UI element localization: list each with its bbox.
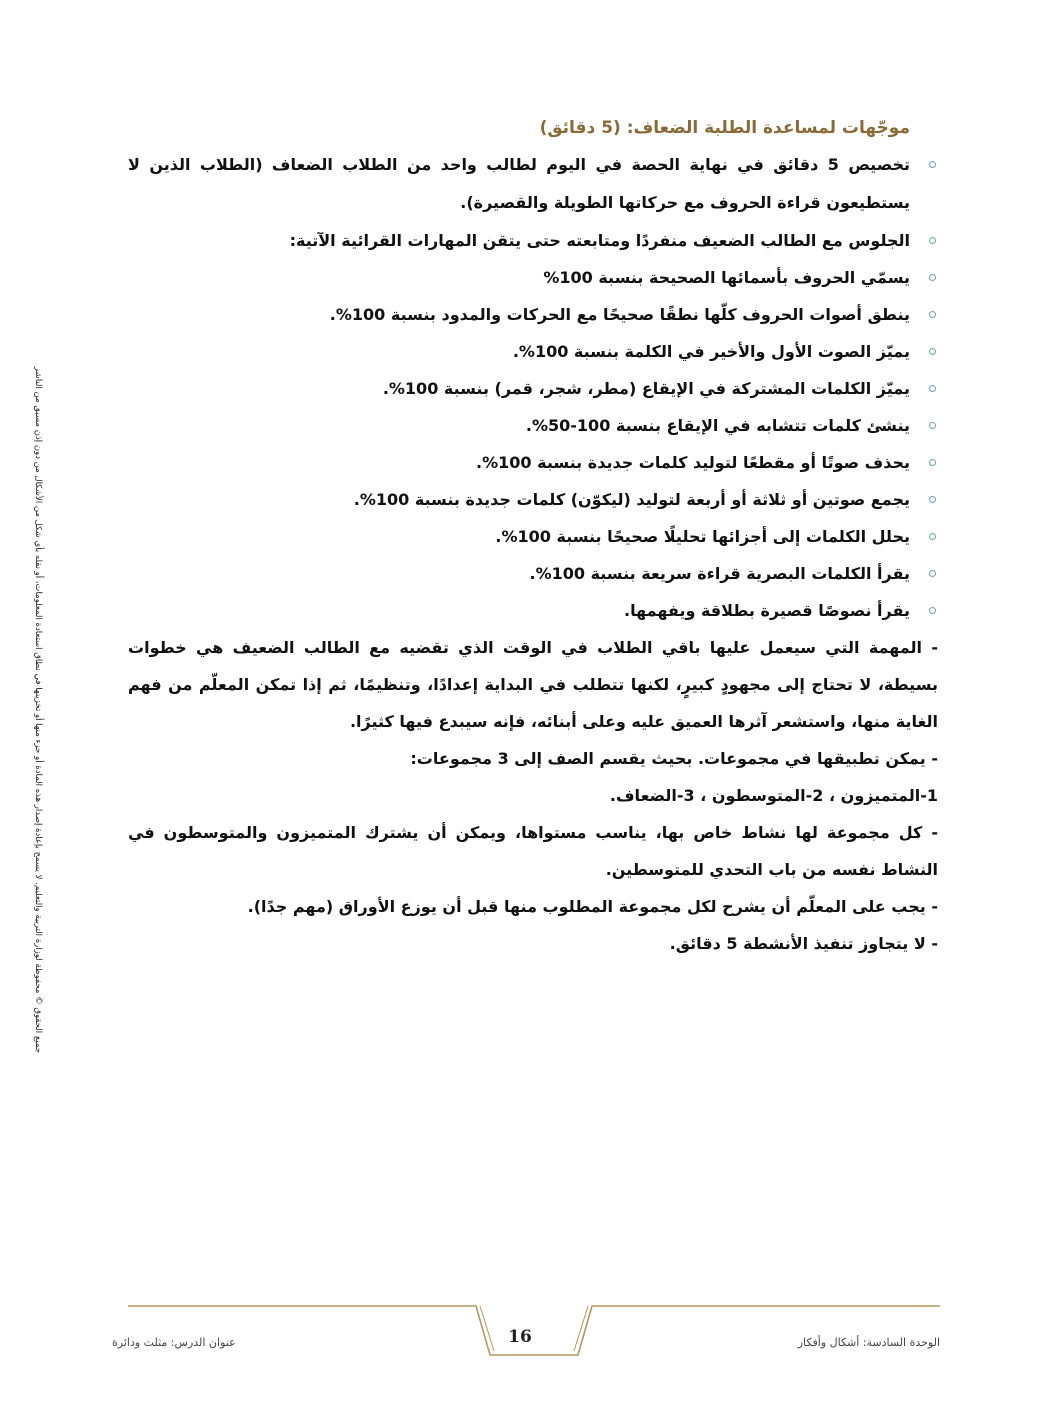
list-item-text: تخصيص 5 دقائق في نهاية الحصة في اليوم لطالب واحد من الطلاب الضعاف (الطلاب الذين لا يستطيعون قراءة الحروف مع حركاتها الطويلة والقصيرة).: [128, 155, 911, 212]
list-item-text: ينطق أصوات الحروف كلّها نطقًا صحيحًا مع الحركات والمدود بنسبة 100%.: [329, 305, 910, 324]
page-number: 16: [508, 1327, 532, 1347]
unit-title: الوحدة السادسة: أشكال وأفكار: [797, 1336, 940, 1349]
list-item: [128, 444, 938, 481]
bullet-icon: [929, 533, 936, 540]
bullet-icon: [929, 607, 936, 614]
list-item-text: يجمع صوتين أو ثلاثة أو أربعة لتوليد (ليكوّن) كلمات جديدة بنسبة 100%.: [353, 490, 910, 509]
list-item: [128, 259, 938, 296]
bullet-icon: [929, 311, 936, 318]
list-item: [128, 222, 938, 259]
list-item-text: يميّز الصوت الأول والأخير في الكلمة بنسبة 100%.: [512, 342, 910, 361]
paragraph-task: - المهمة التي سيعمل عليها باقي الطلاب في الوقت الذي تقضيه مع الطالب الضعيف هي خطوات بسيطة، لا تحتاج إلى مجهودٍ كبيرٍ، لكنها تتطلب في البداية إعدادًا، وتنظيمًا، ثم إذا تمكن المعلّم من فهم الغاية منها، واستشعر آثرها العميق عليه وعلى أبنائه، فإنه سيبدع فيها كثيرًا.: [128, 638, 938, 731]
list-item: [128, 555, 938, 592]
paragraph-teacher-note: - يجب على المعلّم أن يشرح لكل مجموعة المطلوب منها قبل أن يوزع الأوراق (مهم جدًا).: [247, 897, 938, 916]
paragraph-groups: - يمكن تطبيقها في مجموعات. بحيث يقسم الصف إلى 3 مجموعات:: [410, 749, 938, 768]
lesson-title: عنوان الدرس: مثلث ودائرة: [112, 1336, 236, 1349]
paragraph-time-limit: - لا يتجاوز تنفيذ الأنشطة 5 دقائق.: [669, 934, 938, 953]
list-item-text: يقرأ نصوصًا قصيرة بطلاقة ويفهمها.: [623, 601, 910, 620]
paragraph-group-names: 1-المتميزون ، 2-المتوسطون ، 3-الضعاف.: [609, 786, 938, 805]
bullet-icon: [929, 161, 936, 168]
bullet-icon: [929, 422, 936, 429]
bullet-icon: [929, 570, 936, 577]
list-item: [128, 481, 938, 518]
copyright-side-note: [8, 330, 68, 1090]
list-item-text: يقرأ الكلمات البصرية قراءة سريعة بنسبة 100%.: [529, 564, 910, 583]
list-item-text: ينشئ كلمات تتشابه في الإيقاع بنسبة 100-50%.: [525, 416, 910, 435]
bullet-list: [128, 146, 938, 629]
paragraph-activities: - كل مجموعة لها نشاط خاص بها، يناسب مستواها، ويمكن أن يشترك المتميزون والمتوسطون في النشاط نفسه من باب التحدي للمتوسطين.: [128, 823, 938, 879]
list-item: [128, 370, 938, 407]
bullet-icon: [929, 496, 936, 503]
bullet-icon: [929, 348, 936, 355]
list-item: [128, 296, 938, 333]
bullet-icon: [929, 274, 936, 281]
list-item: [128, 592, 938, 629]
list-item-text: يميّز الكلمات المشتركة في الإيقاع (مطر، شجر، قمر) بنسبة 100%.: [382, 379, 910, 398]
list-item: [128, 518, 938, 555]
list-item: [128, 333, 938, 370]
list-item: [128, 146, 938, 222]
copyright-text: جميع الحقوق © محفوظة لوزارة التربية والتعليم. لا يسمح بإعادة إصدار هذه المادة أو جزء منها أو تخزينها في نطاق استعادة المعلومات، أو نقله بأي شكل من الأشكال من دون إذن مسبق من الناشر: [33, 366, 43, 1054]
bullet-icon: [929, 459, 936, 466]
bullet-icon: [929, 385, 936, 392]
list-item-text: يحلل الكلمات إلى أجزائها تحليلًا صحيحًا بنسبة 100%.: [495, 527, 910, 546]
main-content: [128, 118, 938, 962]
list-item-text: يحذف صوتًا أو مقطعًا لتوليد كلمات جديدة بنسبة 100%.: [476, 453, 910, 472]
list-item-text: الجلوس مع الطالب الضعيف منفردًا ومتابعته حتى يتقن المهارات القرائية الآتية:: [289, 231, 910, 250]
list-item: [128, 407, 938, 444]
list-item-text: يسمّي الحروف بأسمائها الصحيحة بنسبة 100%: [543, 268, 910, 287]
section-heading: موجّهات لمساعدة الطلبة الضعاف: (5 دقائق): [539, 118, 910, 138]
bullet-icon: [929, 237, 936, 244]
